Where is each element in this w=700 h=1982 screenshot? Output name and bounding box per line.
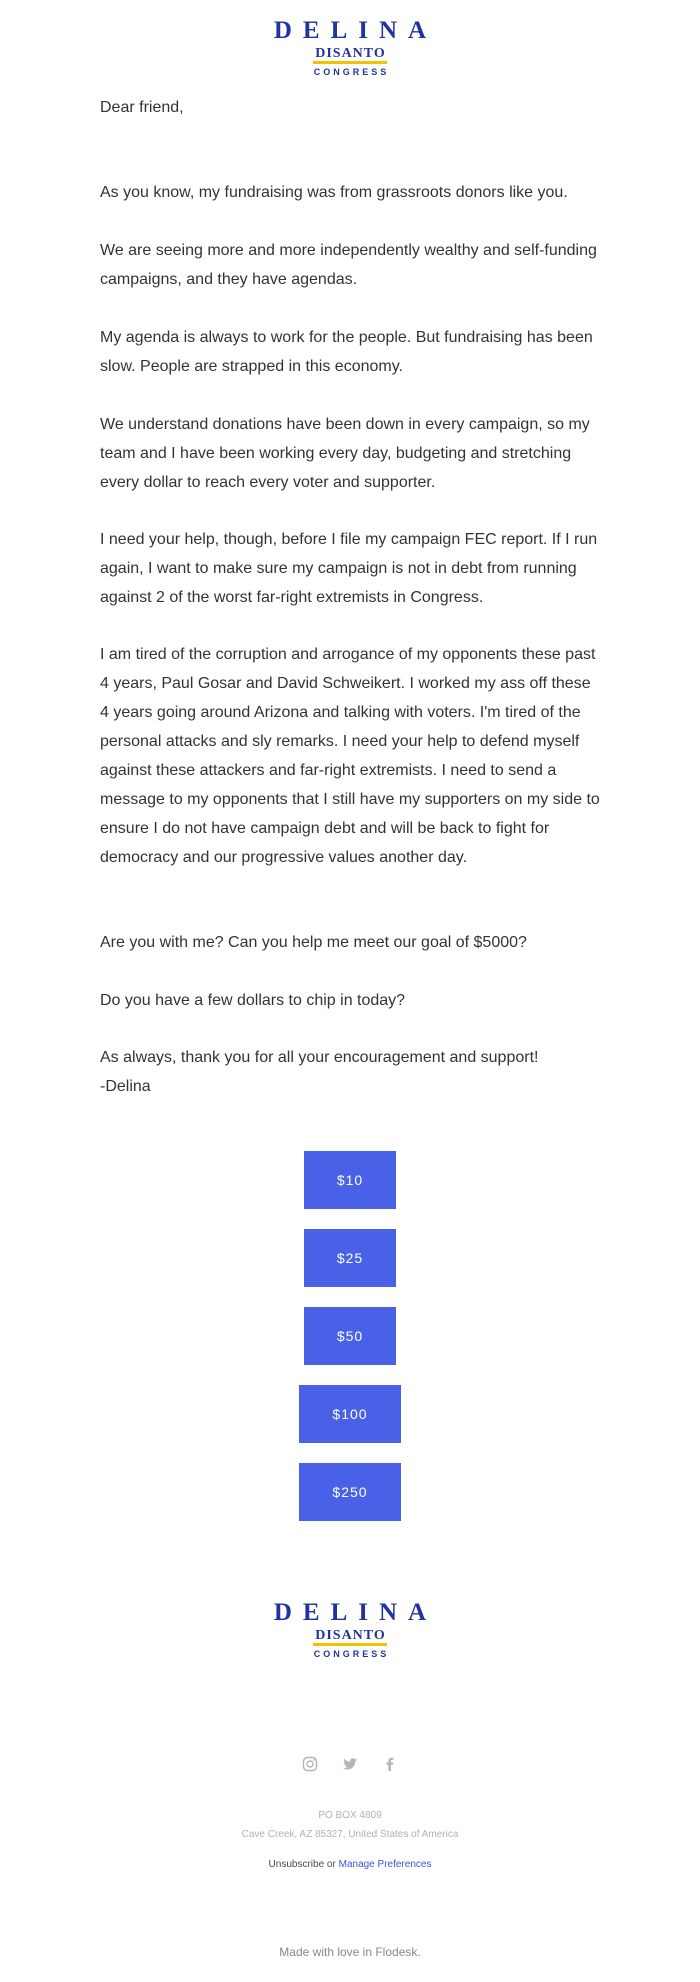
donate-50-button[interactable]: $50 [304,1307,396,1365]
twitter-icon[interactable] [342,1756,358,1772]
greeting-text: Dear friend, [100,99,184,116]
paragraph-text: As you know, my fundraising was from grassroots donors like you. [100,184,568,201]
letter-paragraph-8 [100,986,600,1015]
social-links [0,1756,700,1772]
instagram-icon[interactable] [302,1756,318,1772]
paragraph-text: We are seeing more and more independently wealthy and self-funding campaigns, and they have agendas. [100,242,597,288]
letter-paragraph-6 [100,640,600,872]
donate-100-button[interactable]: $100 [299,1385,401,1443]
paragraph-text: Are you with me? Can you help me meet our goal of $5000? [100,934,527,951]
signature-text: -Delina [100,1078,151,1095]
paragraph-text: I am tired of the corruption and arrogance of my opponents these past 4 years, Paul Gosar and David Schweikert. I worked my ass off these 4 years going around Arizona and talking with voters. I'm tired of the personal attacks and sly remarks. I need your help to defend myself against these attackers and far-right extremists. I need to send a message to my opponents that I still have my supporters on my side to ensure I do not have campaign debt and will be back to fight for democracy and our progressive values another day. [100,646,600,866]
donate-250-button[interactable]: $250 [299,1463,401,1521]
paragraph-text: Do you have a few dollars to chip in today? [100,992,406,1009]
logo-congress: CONGRESS [313,1649,390,1659]
logo-name: DELINA [273,1599,438,1626]
letter-paragraph-7 [100,928,600,957]
logo-name: DELINA [273,17,438,44]
logo-congress: CONGRESS [313,67,390,77]
manage-preferences-link[interactable]: Manage Preferences [338,1859,432,1870]
letter-paragraph-1 [100,178,600,207]
letter-closing [100,1043,600,1101]
donate-10-button[interactable]: $10 [304,1151,396,1209]
header-logo [0,18,700,78]
paragraph-text: We understand donations have been down in every campaign, so my team and I have been working every day, budgeting and stretching every dollar to reach every voter and supporter. [100,416,590,491]
footer-logo [0,1600,700,1660]
logo-surname: DISANTO [313,1629,387,1646]
letter-paragraph-4 [100,410,600,497]
donate-25-button[interactable]: $25 [304,1229,396,1287]
logo-surname: DISANTO [313,47,387,64]
closing-text: As always, thank you for all your encouragement and support! [100,1049,539,1066]
made-with-flodesk[interactable]: Made with love in Flodesk. [279,1945,421,1959]
address-line-1: PO BOX 4809 [318,1810,382,1821]
letter-paragraph-5 [100,525,600,612]
letter-paragraph-2 [100,236,600,294]
address-line-2: Cave Creek, AZ 85327, United States of America [241,1829,459,1840]
or-text: or [326,1859,336,1870]
facebook-icon[interactable] [382,1756,398,1772]
unsubscribe-link[interactable]: Unsubscribe [268,1859,325,1870]
paragraph-text: I need your help, though, before I file my campaign FEC report. If I run again, I want to make sure my campaign is not in debt from running against 2 of the worst far-right extremists in Congress. [100,531,598,606]
letter-paragraph-3 [100,323,600,381]
footer-links [0,1859,700,1870]
paragraph-text: My agenda is always to work for the people. But fundraising has been slow. People are strapped in this economy. [100,329,593,375]
letter-greeting [100,93,600,122]
